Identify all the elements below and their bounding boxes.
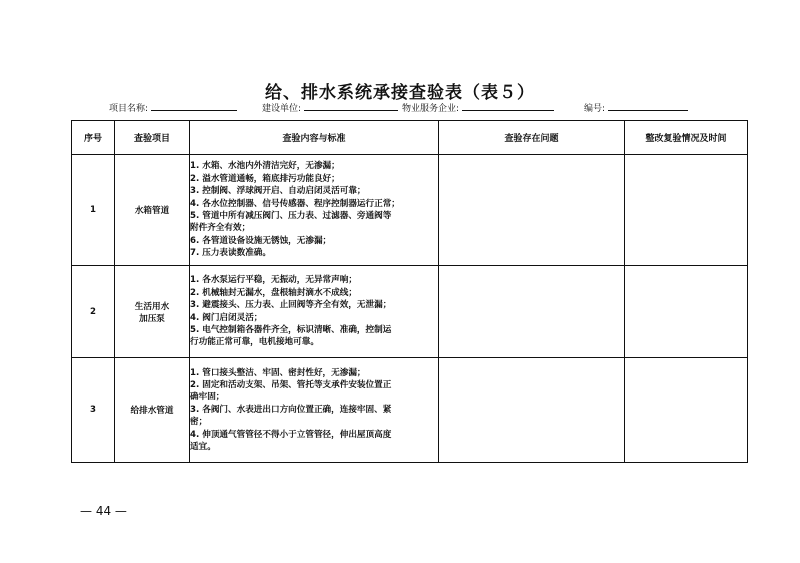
content-line: 3. 各阀门、水表进出口方向位置正确，连接牢固、紧	[190, 404, 392, 415]
row-no: 1	[72, 155, 115, 266]
content-line: 4. 伸顶通气管管径不得小于立管管径，伸出屋顶高度	[190, 429, 392, 440]
property-company-label: 物业服务企业:	[402, 104, 460, 114]
builder-label: 建设单位:	[262, 104, 302, 114]
builder-field[interactable]	[262, 101, 398, 114]
row-item: 给排水管道	[115, 358, 190, 463]
content-line: 1. 各水泵运行平稳，无振动，无异常声响；	[190, 275, 357, 286]
row-content	[190, 266, 439, 358]
content-line: 4. 各水位控制器、信号传感器、程序控制器运行正常；	[190, 198, 400, 209]
row-item: 水箱管道	[115, 155, 190, 266]
header-issues: 查验存在问题	[439, 121, 625, 155]
number-label: 编号:	[584, 104, 606, 114]
content-line: 2. 机械轴封无漏水，盘根轴封滴水不成线；	[190, 287, 357, 298]
row-issues-cell[interactable]	[439, 155, 625, 266]
content-line: 3. 控制阀、浮球阀开启、自动启闭灵活可靠；	[190, 186, 366, 197]
project-name-blank[interactable]	[151, 101, 237, 111]
content-line: 5. 电气控制箱各器件齐全，标识清晰、准确，控制运	[190, 324, 392, 335]
content-line: 附件齐全有效；	[190, 223, 251, 234]
row-recheck-cell[interactable]	[625, 266, 748, 358]
content-line: 4. 阀门启闭灵活；	[190, 312, 263, 323]
property-company-blank[interactable]	[462, 101, 554, 111]
content-line: 2. 固定和活动支架、吊架、管托等支承件安装位置正	[190, 379, 392, 390]
row-issues-cell[interactable]	[439, 358, 625, 463]
builder-blank[interactable]	[304, 101, 398, 111]
content-line: 2. 溢水管道通畅，箱底排污功能良好；	[190, 173, 340, 184]
content-line: 5. 管道中所有减压阀门、压力表、过滤器、旁通阀等	[190, 211, 392, 221]
table-row	[72, 358, 748, 463]
property-company-field[interactable]	[402, 101, 554, 114]
header-content: 查验内容与标准	[190, 121, 439, 155]
table-row	[72, 266, 748, 358]
content-line: 7. 压力表读数准确。	[190, 248, 271, 259]
content-line: 1. 管口接头整洁、牢固、密封性好，无渗漏；	[190, 367, 366, 378]
project-name-field[interactable]	[109, 101, 237, 114]
content-line: 3. 避震接头、压力表、止回阀等齐全有效，无泄漏；	[190, 300, 392, 311]
row-item-line: 生活用水	[134, 301, 170, 312]
header-recheck: 整改复验情况及时间	[625, 121, 748, 155]
row-content	[190, 358, 439, 463]
content-line: 1. 水箱、水池内外清洁完好，无渗漏；	[190, 161, 340, 172]
content-line: 适宜。	[190, 442, 216, 453]
row-recheck-cell[interactable]	[625, 358, 748, 463]
content-line: 6. 各管道设备设施无锈蚀，无渗漏；	[190, 235, 332, 246]
row-recheck-cell[interactable]	[625, 155, 748, 266]
row-issues-cell[interactable]	[439, 266, 625, 358]
project-name-label: 项目名称:	[109, 104, 149, 114]
page-number: — 44 —	[80, 504, 127, 518]
row-item	[115, 266, 190, 358]
content-line: 行功能正常可靠，电机接地可靠。	[190, 337, 319, 348]
table-row	[72, 155, 748, 266]
content-line: 密；	[190, 417, 208, 428]
header-no: 序号	[72, 121, 115, 155]
row-item-line: 加压泵	[139, 313, 165, 324]
page-title: 给、排水系统承接查验表（表５）	[265, 83, 535, 103]
row-no: 2	[72, 266, 115, 358]
header-item: 查验项目	[115, 121, 190, 155]
inspection-table	[71, 120, 748, 463]
row-no: 3	[72, 358, 115, 463]
number-field[interactable]	[584, 101, 688, 114]
number-blank[interactable]	[608, 101, 688, 111]
table-header-row	[72, 121, 748, 155]
content-line: 确牢固；	[190, 392, 225, 403]
row-content	[190, 155, 439, 266]
